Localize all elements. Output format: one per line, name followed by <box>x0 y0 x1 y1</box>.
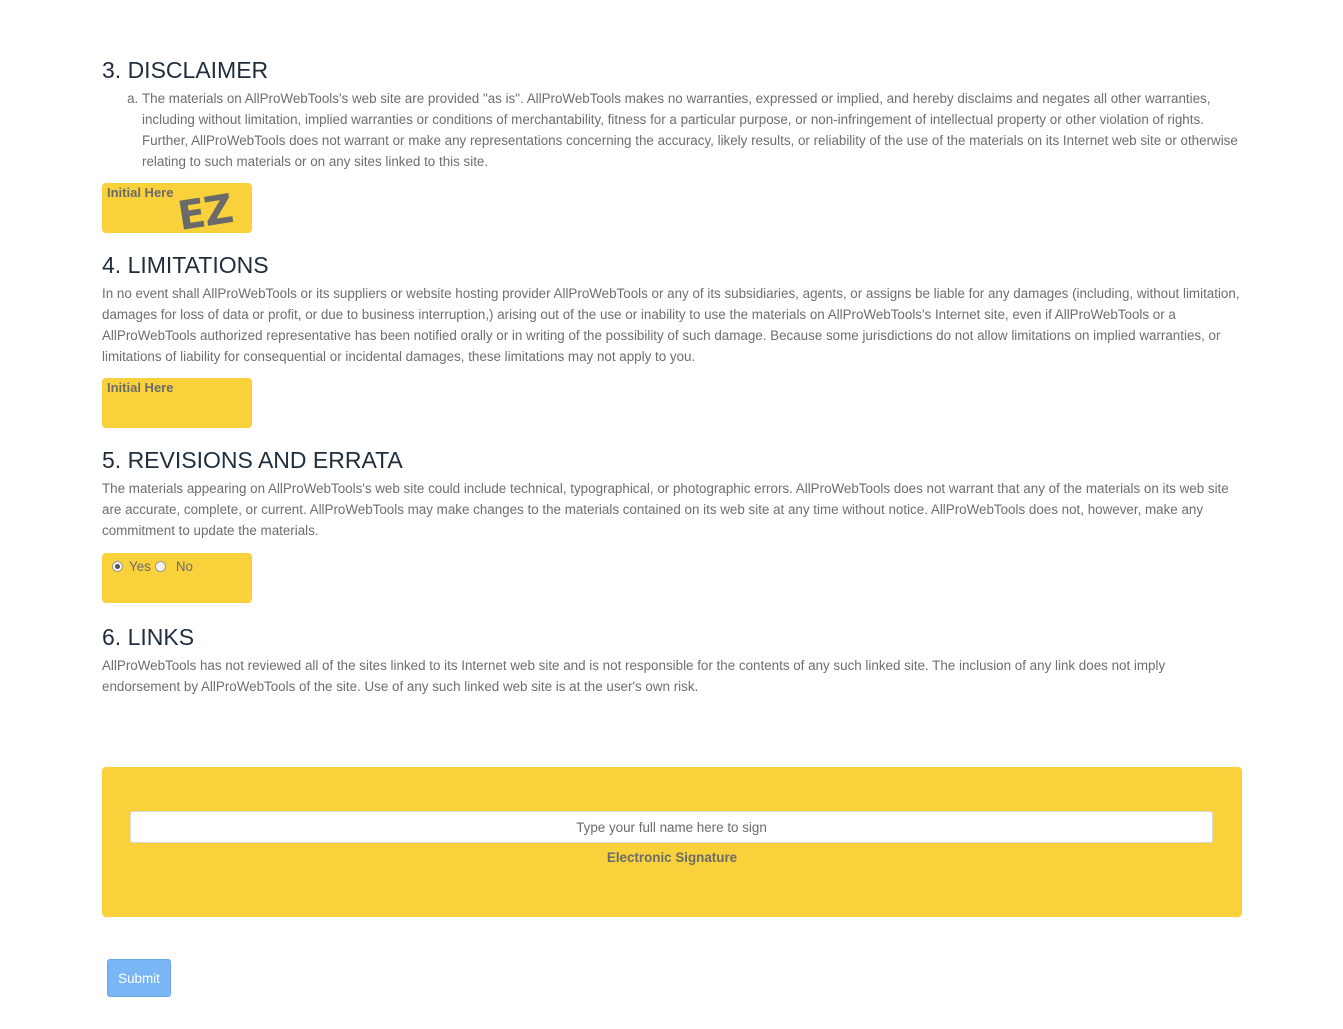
signature-input[interactable] <box>130 811 1213 843</box>
radio-no[interactable] <box>155 561 166 572</box>
terms-content <box>102 54 1242 697</box>
section-links <box>102 621 1242 697</box>
initial-signature: EZ <box>174 186 236 240</box>
list-item: a. The materials on AllProWebTools's web site are provided "as is". AllProWebTools makes no warranties, expressed or implied, and hereby disclaims and negates all other warranties, including without limitation, implied warranties or conditions of merchantability, fitness for a particular purpose, or non-infringement of intellectual property or other violation of rights. Further, AllProWebTools does not warrant or make any representations concerning the accuracy, likely results, or reliability of the use of the materials on its Internet web site or otherwise relating to such materials or on any sites linked to this site. <box>142 88 1242 172</box>
section-text: AllProWebTools has not reviewed all of the sites linked to its Internet web site and is not responsible for the contents of any such linked site. The inclusion of any link does not imply endorsement by AllProWebTools of the site. Use of any such linked web site is at the user's own risk. <box>102 658 1166 694</box>
signature-caption: Electronic Signature <box>606 850 738 865</box>
submit-button[interactable]: Submit <box>107 959 171 997</box>
initial-label: Initial Here <box>107 185 174 200</box>
section-disclaimer <box>102 54 1242 240</box>
radio-yes[interactable] <box>112 561 123 572</box>
radio-row <box>112 559 197 574</box>
section-title: 4. LIMITATIONS <box>102 252 269 278</box>
radio-yes-label[interactable]: Yes <box>129 559 151 574</box>
initial-label: Initial Here <box>107 380 174 395</box>
section-text: In no event shall AllProWebTools or its suppliers or website hosting provider AllProWebTools or any of its subsidiaries, agents, or assigns be liable for any damages (including, without limitation, damages for loss of data or profit, or due to business interruption,) arising out of the use or inability to use the materials on AllProWebTools's Internet site, even if AllProWebTools or a AllProWebTools authorized representative has been notified orally or in writing of the possibility of such damage. Because some jurisdictions do not allow limitations on implied warranties, or limitations of liability for consequential or incidental damages, these limitations may not apply to you. <box>102 286 1240 364</box>
radio-group <box>102 553 252 603</box>
radio-no-label[interactable]: No <box>175 559 193 574</box>
initial-field-disclaimer[interactable] <box>102 183 252 240</box>
initial-field-limitations[interactable] <box>102 378 252 428</box>
section-text: The materials appearing on AllProWebTools's web site could include technical, typographical, or photographic errors. AllProWebTools does not warrant that any of the materials on its web site are accurate, complete, or current. AllProWebTools may make changes to the materials contained on its web site at any time without notice. AllProWebTools does not, however, make any commitment to update the materials. <box>102 481 1229 538</box>
signature-panel <box>102 767 1242 917</box>
disclaimer-list <box>102 88 1242 172</box>
section-revisions <box>102 444 1242 603</box>
section-title: 5. REVISIONS AND ERRATA <box>102 447 403 473</box>
section-limitations <box>102 249 1242 428</box>
section-title: 3. DISCLAIMER <box>102 57 269 83</box>
section-title: 6. LINKS <box>102 624 195 650</box>
